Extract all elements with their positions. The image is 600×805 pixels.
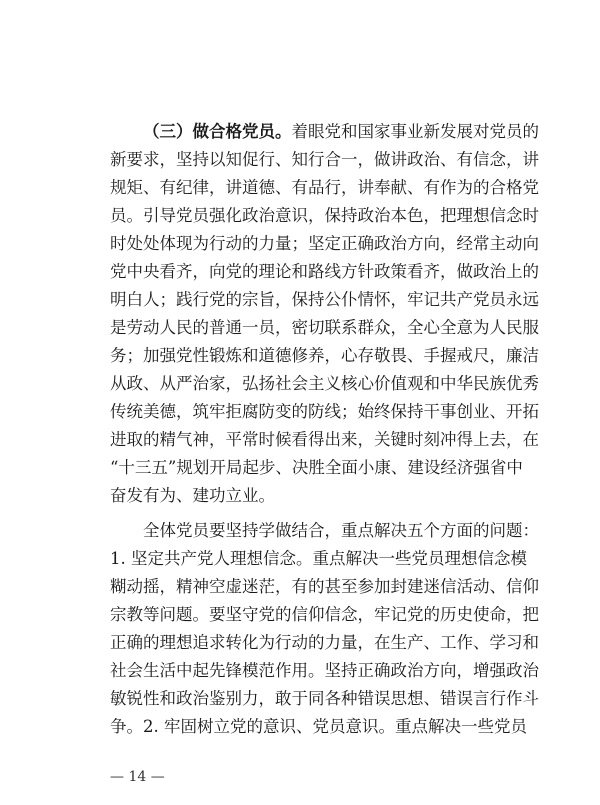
paragraph-1-line-9: 务；加强党性锻炼和道德修养，心存敬畏、手握戒尺，廉洁 bbox=[110, 346, 539, 365]
paragraph-2-line-4: 宗教等问题。要坚守党的信仰信念，牢记党的历史使命，把 bbox=[110, 605, 539, 624]
paragraph-2-line-5: 正确的理想追求转化为行动的力量，在生产、工作、学习和 bbox=[110, 633, 539, 652]
paragraph-1-line-14: 奋发有为、建功立业。 bbox=[110, 486, 275, 505]
paragraph-2-line-8: 争。2. 牢固树立党的意识、党员意识。重点解决一些党员 bbox=[110, 717, 527, 736]
paragraph-1-line-5: 时处处体现为行动的力量；坚定正确政治方向，经常主动向 bbox=[110, 234, 539, 253]
paragraph-1-line-1 bbox=[143, 118, 539, 146]
paragraph-2-line-3: 糊动摇，精神空虚迷茫，有的甚至参加封建迷信活动、信仰 bbox=[110, 577, 539, 596]
page-number: — 14 — bbox=[110, 769, 165, 785]
paragraph-1-line-1-text: 着眼党和国家事业新发展对党员的 bbox=[291, 122, 539, 141]
paragraph-1-line-13: “十三五”规划开局起步、决胜全面小康、建设经济强省中 bbox=[110, 458, 523, 477]
section-heading: （三）做合格党员。 bbox=[143, 122, 292, 141]
paragraph-1-line-6: 党中央看齐，向党的理论和路线方针政策看齐，做政治上的 bbox=[110, 262, 539, 281]
paragraph-1-line-3: 规矩、有纪律，讲道德、有品行，讲奉献、有作为的合格党 bbox=[110, 178, 539, 197]
paragraph-1-line-2: 新要求，坚持以知促行、知行合一，做讲政治、有信念，讲 bbox=[110, 150, 539, 169]
paragraph-2-line-6: 社会生活中起先锋模范作用。坚持正确政治方向，增强政治 bbox=[110, 661, 539, 680]
paragraph-1-line-12: 进取的精气神，平常时候看得出来，关键时刻冲得上去，在 bbox=[110, 430, 539, 449]
paragraph-2-line-7: 敏锐性和政治鉴别力，敢于同各种错误思想、错误言行作斗 bbox=[110, 689, 539, 708]
paragraph-1-line-4: 员。引导党员强化政治意识，保持政治本色，把理想信念时 bbox=[110, 206, 539, 225]
paragraph-1-line-7: 明白人；践行党的宗旨，保持公仆情怀，牢记共产党员永远 bbox=[110, 290, 539, 309]
paragraph-1-line-10: 从政、从严治家，弘扬社会主义核心价值观和中华民族优秀 bbox=[110, 374, 539, 393]
paragraph-2-line-2: 1. 坚定共产党人理想信念。重点解决一些党员理想信念模 bbox=[110, 549, 527, 568]
paragraph-2-line-1: 全体党员要坚持学做结合，重点解决五个方面的问题： bbox=[143, 521, 539, 540]
paragraph-1-line-11: 传统美德，筑牢拒腐防变的防线；始终保持干事创业、开拓 bbox=[110, 402, 539, 421]
paragraph-1-line-8: 是劳动人民的普通一员，密切联系群众，全心全意为人民服 bbox=[110, 318, 539, 337]
